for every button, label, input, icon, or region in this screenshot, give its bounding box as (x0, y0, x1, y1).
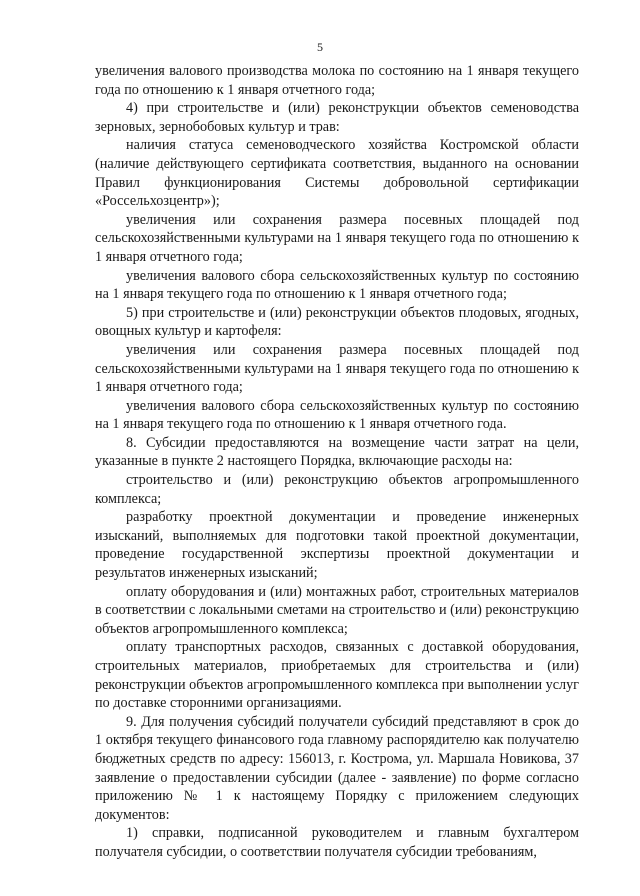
paragraph: оплату транспортных расходов, связанных с доставкой оборудования, строительных материалов, приобретаемых для строительства и (или) реконструкции объектов агропромышленного комплекса при выполнении услуг по доставке сторонними организациями. (95, 639, 579, 712)
paragraph: наличия статуса семеноводческого хозяйства Костромской области (наличие действующего сертификата соответствия, выданного на основании Правил функционирования Системы добровольной сертификации «Россельхозцентр»); (95, 137, 579, 210)
paragraph: увеличения или сохранения размера посевных площадей под сельскохозяйственными культурами на 1 января текущего года по отношению к 1 января отчетного года; (95, 341, 579, 396)
paragraph: увеличения валового сбора сельскохозяйственных культур по состоянию на 1 января текущего года по отношению к 1 января отчетного года. (95, 397, 579, 433)
paragraph: увеличения или сохранения размера посевных площадей под сельскохозяйственными культурами на 1 января текущего года по отношению к 1 января отчетного года; (95, 211, 579, 265)
paragraph: разработку проектной документации и проведение инженерных изысканий, выполняемых для подготовки такой проектной документации, проведение государственной экспертизы проектной документации и результатов инженерных изысканий; (95, 509, 579, 582)
paragraph: 5) при строительстве и (или) реконструкции объектов плодовых, ягодных, овощных культур и картофеля: (95, 304, 579, 340)
paragraph: 8. Субсидии предоставляются на возмещение части затрат на цели, указанные в пункте 2 настоящего Порядка, включающие расходы на: (95, 434, 579, 470)
paragraph: 4) при строительстве и (или) реконструкции объектов семеноводства зерновых, зернобобовых культур и трав: (95, 100, 579, 135)
document-body (95, 62, 579, 862)
paragraph: оплату оборудования и (или) монтажных работ, строительных материалов в соответствии с локальными сметами на строительство и (или) реконструкцию объектов агропромышленного комплекса; (95, 583, 579, 637)
paragraph: увеличения валового производства молока по состоянию на 1 января текущего года по отношению к 1 января отчетного года; (95, 63, 579, 98)
paragraph: 9. Для получения субсидий получатели субсидий представляют в срок до 1 октября текущего финансового года главному распорядителю как получателю бюджетных средств по адресу: 156013, г. Кострома, ул. Маршала Новикова, 37 заявление о предоставлении субсидии (далее - заявление) по форме согласно приложению № 1 к настоящему Порядку с приложением следующих документов: (95, 713, 579, 823)
page-number: 5 (317, 40, 323, 54)
paragraph: увеличения валового сбора сельскохозяйственных культур по состоянию на 1 января текущего года по отношению к 1 января отчетного года; (95, 267, 579, 303)
paragraph: строительство и (или) реконструкцию объектов агропромышленного комплекса; (95, 472, 579, 507)
paragraph: 1) справки, подписанной руководителем и главным бухгалтером получателя субсидии, о соответствии получателя субсидии требованиям, (95, 825, 579, 860)
